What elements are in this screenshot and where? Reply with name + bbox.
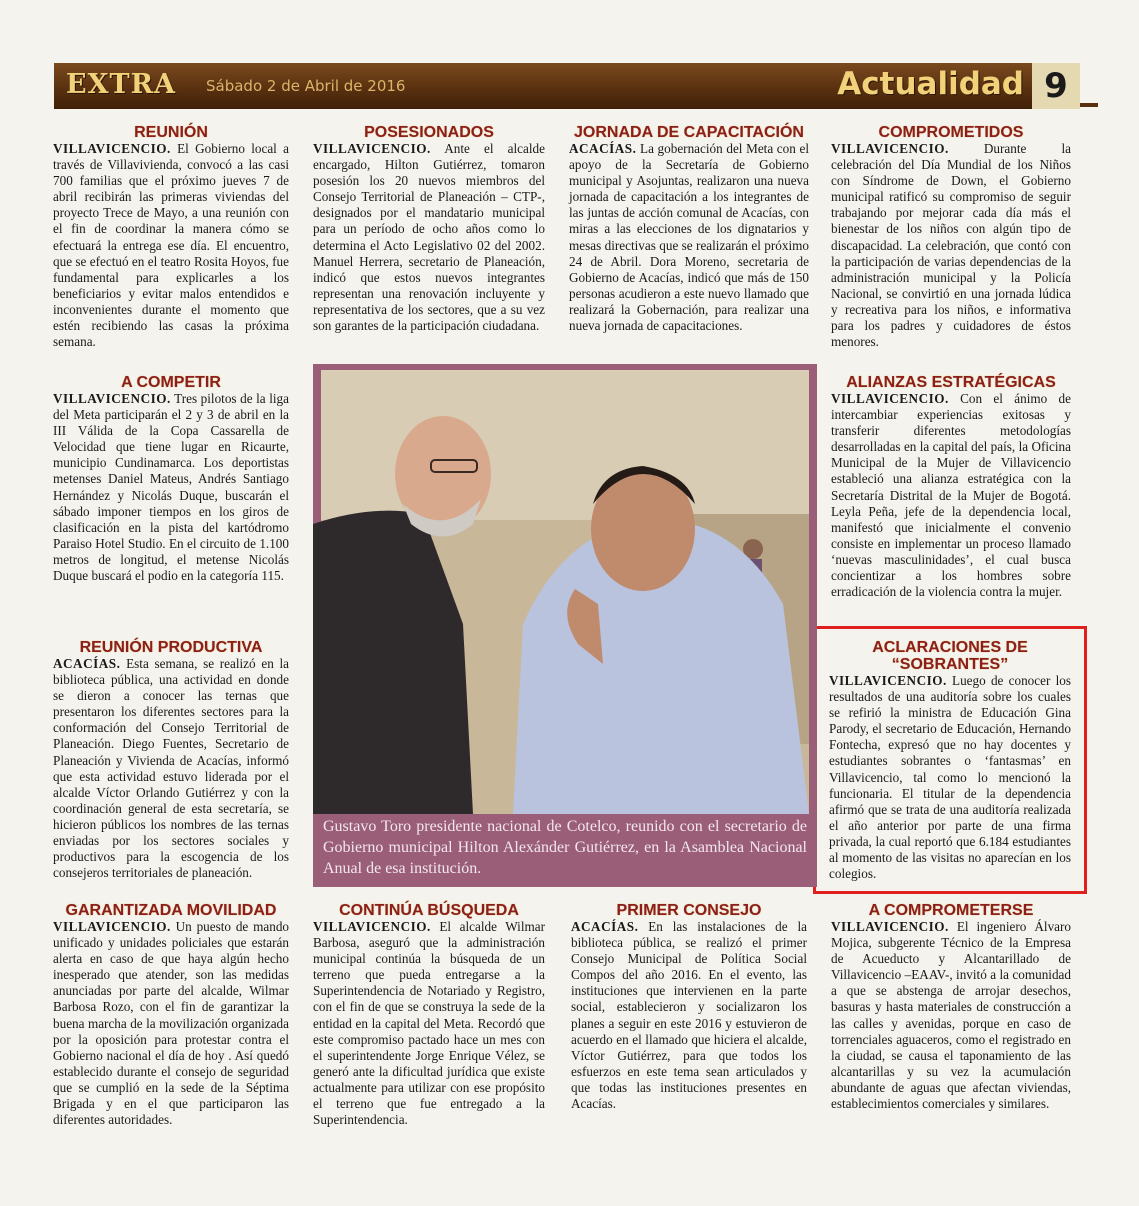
article-a-comprometerse — [831, 902, 1071, 1112]
highlight-box — [813, 626, 1087, 894]
article-body — [53, 656, 289, 881]
newspaper-logo: EXTRA — [66, 69, 177, 100]
article-place: VILLAVICENCIO. — [831, 391, 949, 406]
header-divider — [1080, 103, 1098, 107]
article-body — [831, 141, 1071, 350]
article-place: VILLAVICENCIO. — [53, 919, 171, 934]
article-title: A COMPETIR — [121, 374, 221, 391]
article-a-competir — [53, 374, 289, 584]
photo-wall — [321, 370, 809, 520]
article-text: El ingeniero Álvaro Mojica, subgerente Técnico de la Empresa de Acueducto y Alcantarillado de Villavicencio –EAAV-, invitó a la comunidad a que se abstenga de arrojar desechos, basuras y hasta materiales de construcción a las calles y avenidas, porque en caso de torrenciales aguaceros, como el registrado en la ciudad, se causa el taponamiento de las alcantarillas y su vez la acumulación abundante de aguas que afectan viviendas, establecimientos comerciales y similares. — [831, 919, 1072, 1112]
article-place: VILLAVICENCIO. — [831, 141, 949, 156]
article-place: ACACÍAS. — [53, 656, 121, 671]
article-place: VILLAVICENCIO. — [53, 391, 171, 406]
article-place: VILLAVICENCIO. — [313, 919, 431, 934]
article-reunion — [53, 124, 289, 350]
article-title: CONTINÚA BÚSQUEDA — [339, 902, 519, 919]
photo-caption: Gustavo Toro presidente nacional de Cotelco, reunido con el secretario de Gobierno municipal Hilton Alexánder Gutiérrez, en la Asamblea Nacional Anual de esa institución. — [323, 818, 807, 877]
article-reunion-productiva — [53, 639, 289, 881]
article-text: Luego de conocer los resultados de una auditoría sobre los cuales se refirió la ministra de Educación Gina Parody, el secretario de Educación, Hernando Fontecha, expresó que no hay docentes y estudiantes sobrantes o ‘fantasmas’ en Villavicencio, tal como lo mencionó la funcionaria. El titular de la dependencia afirmó que se trata de una auditoría realizada el año anterior por parte de una firma privada, la cual reportó que 6.184 estudiantes al momento de las visitas no aparecían en los colegios. — [829, 673, 1072, 882]
page-header — [54, 63, 1080, 109]
article-title-line-1: ACLARACIONES DE — [872, 639, 1028, 656]
article-text: El Gobierno local a través de Villavivienda, convocó a las casi 700 familias que el próximo jueves 7 de abril recibirán las primeras viviendas del proyecto Trece de Mayo, a una reunión con el fin de coordinar la manera cómo se efectuará la entrega ese día. El encuentro, que se efectuó en el teatro Rosita Hoyos, fue fundamental para explicarles a los beneficiarios y evitar malos entendidos e inconvenientes durante el momento que estén recibiendo las casas la próxima semana. — [53, 141, 290, 350]
article-place: ACACÍAS. — [569, 141, 637, 156]
article-title-line-2: “SOBRANTES” — [891, 656, 1009, 673]
article-alianzas-estrategicas — [831, 374, 1071, 600]
article-body — [53, 391, 289, 584]
article-title: COMPROMETIDOS — [878, 124, 1024, 141]
article-text: Ante el alcalde encargado, Hilton Gutiérrez, tomaron posesión los 20 nuevos miembros del Consejo Territorial de Planeación – CTP-, designados por el mandatario municipal para un período de ocho años como lo determina el Acto Legislativo 02 del 2002. Manuel Herrera, secretario de Planeación, indicó que estos nuevos integrantes representan una renovación incluyente y representativa de los sectores, que a su vez son garantes de la participación ciudadana. — [313, 141, 545, 334]
article-body — [313, 141, 545, 334]
article-text: Tres pilotos de la liga del Meta participarán el 2 y 3 de abril en la III Válida de la Copa Cassarella de Velocidad que tiene lugar en Ricaurte, municipio Cundinamarca. Los deportistas metenses Daniel Mateus, Andrés Santiago Hernández y Nicolás Duque, buscarán el sábado imponer tiempos en los giros de clasificación en la pista del kartódromo Paraiso Hotel Studio. En el circuito de 1.100 metros de longitud, el metense Nicolás Duque buscará el podio en la categoría 115. — [53, 391, 289, 584]
photo-illustration — [313, 364, 817, 887]
article-text: Un puesto de mando unificado y unidades policiales que estarán alerta en caso de que haya algún hecho inesperado que atender, son las medidas anunciadas por parte del alcalde, Wilmar Barbosa Rozo, con el fin de garantizar la buena marcha de la movilización organizada por la oposición para protestar contra el Gobierno nacional el día de hoy . Así quedó establecido durante el consejo de seguridad que se cumplió en la sede de la Séptima Brigada y en el que participaron las diferentes autoridades. — [53, 919, 290, 1128]
article-body — [313, 919, 545, 1128]
article-place: ACACÍAS. — [571, 919, 639, 934]
article-place: VILLAVICENCIO. — [829, 673, 947, 688]
article-place: VILLAVICENCIO. — [53, 141, 171, 156]
article-posesionados — [313, 124, 545, 334]
page-number: 9 — [1032, 63, 1080, 109]
article-body — [831, 391, 1071, 600]
article-text: Con el ánimo de intercambiar experiencias exitosas y transferir diferentes metodologías desarrolladas en la capital del país, la Oficina Municipal de la Mujer de Villavicencio estableció una alianza estratégica con la Secretaría Distrital de la Mujer de Bogotá. Leyla Peña, jefe de la dependencia local, manifestó que inicialmente el convenio consiste en implementar un proceso llamado ‘nuevas masculinidades’, el cual busca concientizar a los hombres sobre erradicación de la violencia contra la mujer. — [831, 391, 1071, 600]
article-body — [831, 919, 1071, 1112]
article-title: JORNADA DE CAPACITACIÓN — [574, 124, 804, 141]
article-text: Esta semana, se realizó en la biblioteca pública, una actividad en donde se dieron a conocer las ternas que presentaron los diferentes sectores para la conformación del Consejo Territorial de Planeación. Diego Fuentes, Secretario de Planeación y Vivienda de Acacías, informó que esta actividad estuvo liderada por el alcalde Víctor Orlando Gutiérrez y con la coordinación general de esta secretaría, se hicieron públicos los nombres de las ternas enviadas por los sectores sociales y productivos para la escogencia de los consejeros territoriales de planeación. — [53, 656, 290, 881]
article-title: A COMPROMETERSE — [868, 902, 1034, 919]
article-body — [571, 919, 807, 1112]
article-primer-consejo — [571, 902, 807, 1112]
article-text: En las instalaciones de la biblioteca pública, se realizó el primer Consejo Municipal de Política Social Compos del año 2016. En el evento, las instituciones que intervienen en la parte social, establecieron y socializaron los planes a seguir en este 2016 y estuvieron de acuerdo en el llamado que hiciera el alcalde, Víctor Gutiérrez, para que todos los esfuerzos en este tema sean articulados y que todas las instituciones presentes en Acacías. — [571, 919, 807, 1112]
article-title: REUNIÓN — [134, 124, 208, 141]
article-body — [53, 919, 289, 1128]
section-title: Actualidad — [837, 66, 1024, 102]
article-title: ALIANZAS ESTRATÉGICAS — [846, 374, 1056, 391]
article-title: PRIMER CONSEJO — [616, 902, 762, 919]
news-photo — [313, 364, 817, 887]
article-garantizada-movilidad — [53, 902, 289, 1128]
article-text: El alcalde Wilmar Barbosa, aseguró que la administración municipal continúa la búsqueda de un terreno que pueda entregarse a la Superintendencia de Notariado y Registro, con el fin de que se construya la sede de la entidad en la capital del Meta. Recordó que este compromiso pactado hace un mes con el superintendente Jorge Enrique Vélez, se generó ante la dificultad jurídica que existe actualmente para utilizar con ese propósito el terreno que fue entregado a la Superintendencia. — [313, 919, 545, 1128]
article-title: GARANTIZADA MOVILIDAD — [65, 902, 277, 919]
article-body — [569, 141, 809, 334]
article-continua-busqueda — [313, 902, 545, 1128]
article-text: Durante la celebración del Día Mundial de los Niños con Síndrome de Down, el Gobierno municipal ratificó su compromiso de seguir trabajando por mejorar cada día más el bienestar de los niños con algún tipo de discapacidad. La celebración, que contó con la participación de varias dependencias de la administración municipal y la Policía Nacional, se convirtió en una jornada lúdica y recreativa para los niños, e informativa para los padres y cuidadores de éstos menores. — [831, 141, 1071, 350]
article-body — [53, 141, 289, 350]
article-place: VILLAVICENCIO. — [831, 919, 949, 934]
article-place: VILLAVICENCIO. — [313, 141, 431, 156]
article-comprometidos — [831, 124, 1071, 350]
article-text: La gobernación del Meta con el apoyo de la Secretaría de Gobierno municipal y Asojuntas, realizaron una nueva jornada de capacitación a los integrantes de las juntas de acción comunal de Acacías, con miras a las elecciones de los dignatarios y mesas directivas que se realizarán el próximo 24 de Abril. Dora Moreno, secretaria de Gobierno de Acacías, indicó que más de 150 personas acudieron a este nuevo llamado que realizará la Gobernación, para realizar una nueva jornada de capacitaciones. — [569, 141, 809, 334]
issue-date: Sábado 2 de Abril de 2016 — [206, 77, 406, 95]
article-title: POSESIONADOS — [364, 124, 494, 141]
article-jornada-capacitacion — [569, 124, 809, 334]
article-title: REUNIÓN PRODUCTIVA — [79, 639, 263, 656]
